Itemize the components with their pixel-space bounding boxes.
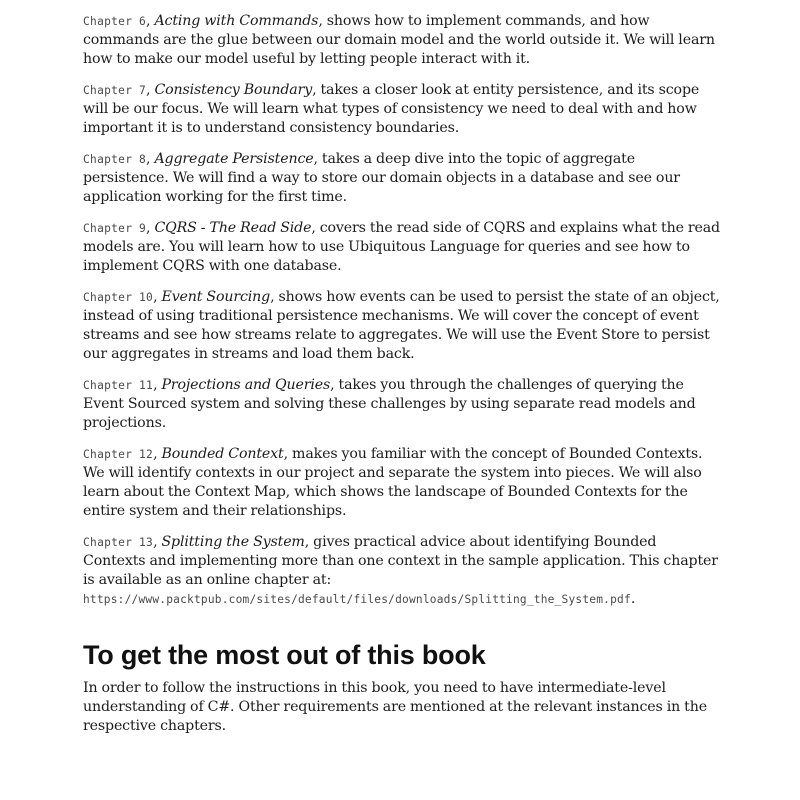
document-page: [83, 12, 721, 736]
chapter-title: Event Sourcing: [161, 289, 271, 305]
chapter-title: Bounded Context: [161, 446, 284, 462]
chapter-summary-9: Chapter 9, CQRS - The Read Side, covers the read side of CQRS and explains what the read models are. You will learn how to use Ubiquitous Language for queries and see how to implement CQRS with one database.: [83, 220, 720, 274]
chapter-ref: Chapter 8: [83, 153, 147, 166]
chapter-ref: Chapter 10: [83, 291, 154, 304]
chapter-description: , takes a closer look at entity persistence, and its scope will be our focus. We will learn what types of consistency we need to deal with and how important it is to understand consistency boundaries.: [83, 82, 700, 136]
chapter-ref: Chapter 9: [83, 222, 147, 235]
chapter-title: Splitting the System: [161, 534, 305, 550]
chapter-description: , makes you familiar with the concept of Bounded Contexts. We will identify contexts in our project and separate the system into pieces. We will also learn about the Context Map, which shows the landscape of Bounded Contexts for the entire system and their relationships.: [83, 446, 703, 519]
chapter-description: , shows how events can be used to persist the state of an object, instead of using traditional persistence mechanisms. We will cover the concept of event streams and see how streams relate to aggregates. We will use the Event Store to persist our aggregates in streams and load them back.: [83, 289, 720, 362]
chapter-summary-6: Chapter 6, Acting with Commands, shows how to implement commands, and how commands are the glue between our domain model and the world outside it. We will learn how to make our model useful by letting people interact with it.: [83, 13, 715, 67]
chapter-summary-10: Chapter 10, Event Sourcing, shows how events can be used to persist the state of an object, instead of using traditional persistence mechanisms. We will cover the concept of event streams and see how streams relate to aggregates. We will use the Event Store to persist our aggregates in streams and load them back.: [83, 289, 720, 362]
chapter-ref: Chapter 13: [83, 536, 154, 549]
chapter-title: Projections and Queries: [161, 377, 331, 393]
chapter-title: Acting with Commands: [154, 13, 319, 29]
chapter-title: CQRS - The Read Side: [154, 220, 312, 236]
chapter-ref: Chapter 12: [83, 448, 154, 461]
chapter-summary-7: Chapter 7, Consistency Boundary, takes a closer look at entity persistence, and its scope will be our focus. We will learn what types of consistency we need to deal with and how important it is to understand consistency boundaries.: [83, 82, 700, 136]
chapter-description: , takes you through the challenges of querying the Event Sourced system and solving these challenges by using separate read models and projections.: [83, 377, 696, 431]
chapter-title: Aggregate Persistence: [154, 151, 314, 167]
chapter-summary-12: Chapter 12, Bounded Context, makes you familiar with the concept of Bounded Contexts. We will identify contexts in our project and separate the system into pieces. We will also learn about the Context Map, which shows the landscape of Bounded Contexts for the entire system and their relationships.: [83, 446, 703, 519]
chapter-summary-11: Chapter 11, Projections and Queries, takes you through the challenges of querying the Event Sourced system and solving these challenges by using separate read models and projections.: [83, 377, 696, 431]
chapter-ref: Chapter 11: [83, 379, 154, 392]
chapter-description: , covers the read side of CQRS and explains what the read models are. You will learn how to use Ubiquitous Language for queries and see how to implement CQRS with one database.: [83, 220, 720, 274]
chapter-description: , takes a deep dive into the topic of aggregate persistence. We will find a way to store our domain objects in a database and see our application working for the first time.: [83, 151, 680, 205]
chapter-summary-13: Chapter 13, Splitting the System, gives practical advice about identifying Bounded Contexts and implementing more than one context in the sample application. This chapter is available as an online chapter at: https://www.packtpub.com/sites/default/files/downloads/Splitting_the_System.pdf.: [83, 534, 718, 607]
sentence-end: .: [630, 591, 636, 607]
section-body: In order to follow the instructions in this book, you need to have intermediate-level understanding of C#. Other requirements are mentioned at the relevant instances in the respective chapters.: [83, 680, 707, 734]
download-url-link[interactable]: https://www.packtpub.com/sites/default/files/downloads/Splitting_the_System.pdf: [83, 593, 631, 606]
chapter-ref: Chapter 6: [83, 15, 147, 28]
chapter-title: Consistency Boundary: [154, 82, 313, 98]
chapter-summary-8: Chapter 8, Aggregate Persistence, takes a deep dive into the topic of aggregate persistence. We will find a way to store our domain objects in a database and see our application working for the first time.: [83, 151, 680, 205]
section-heading: To get the most out of this book: [83, 640, 486, 670]
chapter-description: , gives practical advice about identifying Bounded Contexts and implementing more than one context in the sample application. This chapter is available as an online chapter at:: [83, 534, 718, 588]
chapter-description: , shows how to implement commands, and how commands are the glue between our domain model and the world outside it. We will learn how to make our model useful by letting people interact with it.: [83, 13, 715, 67]
chapter-ref: Chapter 7: [83, 84, 147, 97]
